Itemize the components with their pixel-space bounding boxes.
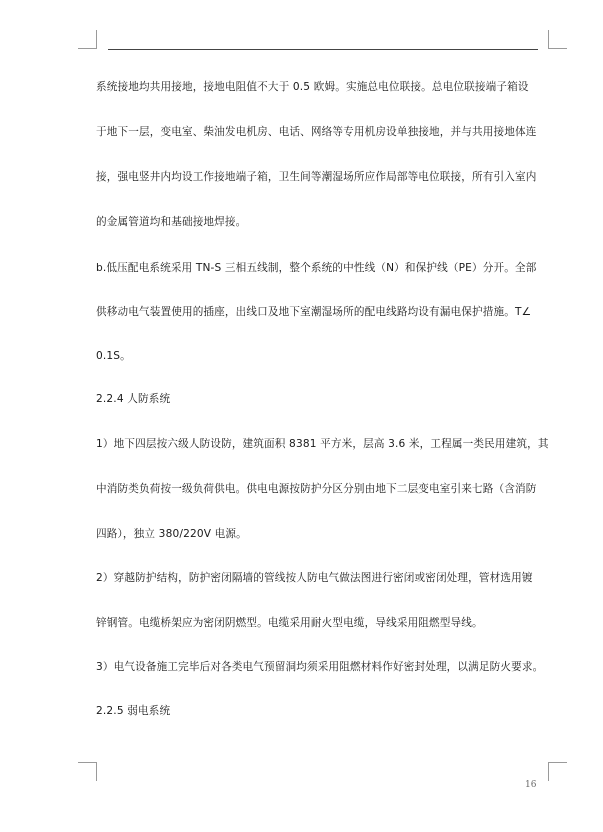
paragraph-line: 0.1S。 xyxy=(96,350,131,362)
section-heading: 2.2.4 人防系统 xyxy=(96,393,171,405)
paragraph-line: 中消防类负荷按一级负荷供电。供电电源按防护分区分别由地下二层变电室引来七路（含消防 xyxy=(96,483,537,495)
paragraph-line: 的金属管道均和基础接地焊接。 xyxy=(96,216,247,228)
crop-mark-top-right xyxy=(548,30,567,49)
paragraph-line: 2）穿越防护结构，防护密闭隔墙的管线按人防电气做法图进行密闭或密闭处理，管材选用镀 xyxy=(96,572,533,584)
paragraph-line: 3）电气设备施工完毕后对各类电气预留洞均须采用阻燃材料作好密封处理，以满足防火要求。 xyxy=(96,661,544,673)
section-heading: 2.2.5 弱电系统 xyxy=(96,705,171,717)
page-number: 16 xyxy=(525,780,537,790)
crop-mark-bottom-right xyxy=(548,762,567,781)
paragraph-line: b.低压配电系统采用 TN-S 三相五线制，整个系统的中性线（N）和保护线（PE）分开。全部 xyxy=(96,262,537,274)
crop-mark-top-left xyxy=(78,30,97,49)
paragraph-line: 锌钢管。电缆桥架应为密闭阴燃型。电缆采用耐火型电缆，导线采用阻燃型导线。 xyxy=(96,617,483,629)
paragraph-line: 1）地下四层按六级人防设防，建筑面积 8381 平方米，层高 3.6 米，工程属一类民用建筑，其 xyxy=(96,438,549,450)
header-rule xyxy=(108,49,538,50)
paragraph-line: 系统接地均共用接地，接地电阻值不大于 0.5 欧姆。实施总电位联接。总电位联接端子箱设 xyxy=(96,81,529,93)
paragraph-line: 于地下一层，变电室、柴油发电机房、电话、网络等专用机房设单独接地，并与共用接地体连 xyxy=(96,126,537,138)
paragraph-line: 接，强电竖井内均设工作接地端子箱，卫生间等潮湿场所应作局部等电位联接，所有引入室内 xyxy=(96,171,537,183)
crop-mark-bottom-left xyxy=(78,762,97,781)
paragraph-line: 四路），独立 380/220V 电源。 xyxy=(96,528,247,540)
paragraph-line: 供移动电气装置使用的插座，出线口及地下室潮湿场所的配电线路均设有漏电保护措施。T∠ xyxy=(96,306,532,318)
